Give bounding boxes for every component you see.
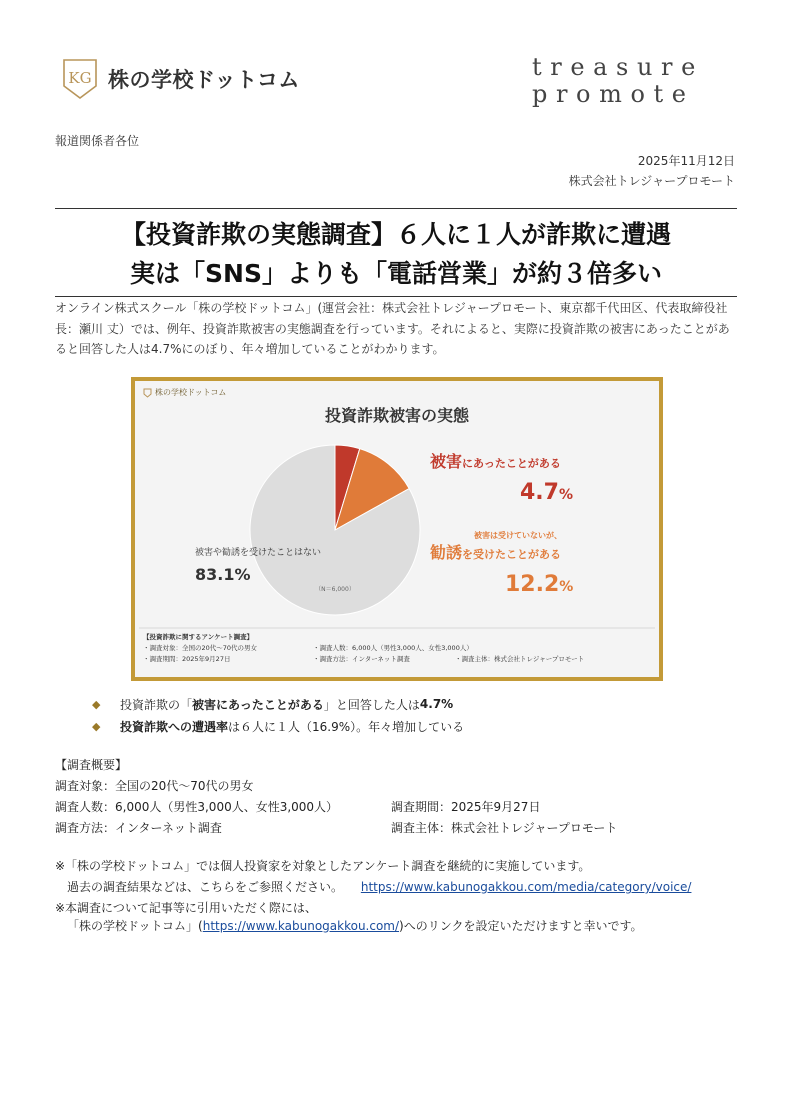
survey-period: 調査期間：2025年9月27日 — [391, 800, 541, 814]
note-3: ※本調査について記事等に引用いただく際には、 — [55, 901, 317, 915]
footer-count: ・調査人数：6,000人（男性3,000人、女性3,000人） — [313, 644, 473, 652]
diamond-icon: ◆ — [92, 719, 101, 733]
intro-paragraph: オンライン株式スクール「株の学校ドットコム」(運営会社：株式会社トレジャープロモート、東京都千代田区、代表取締役社長：瀬川 丈）では、例年、投資詐欺被害の実態調査を行っています。それによると、実際に投資詐欺の被害にあったことがあると回答した人は4.7%にのぼり、年々増加していることがわかります。 — [55, 301, 730, 356]
voice-link[interactable]: https://www.kabunogakkou.com/media/category/voice/ — [360, 880, 692, 894]
note-1: ※「株の学校ドットコム」では個人投資家を対象としたアンケート調査を継続的に実施しています。 — [55, 859, 591, 873]
logo-line-2: promote — [532, 80, 695, 108]
note-4-pre: 「株の学校ドットコム」( — [67, 919, 203, 933]
finding-2 — [92, 715, 464, 737]
company-name: 株式会社トレジャープロモート — [568, 174, 735, 188]
survey-method: 調査方法：インターネット調査 — [55, 821, 222, 835]
treasure-promote-logo — [532, 54, 704, 108]
finding-1-pre: 投資詐欺の「 — [120, 697, 193, 712]
note-4-post: )へのリンクを設定いただけますと幸いです。 — [399, 919, 643, 933]
finding-1-mid: 」と回答した人は — [323, 697, 420, 712]
pie-chart — [135, 381, 659, 677]
key-findings — [92, 693, 464, 737]
survey-target: 調査対象：全国の20代〜70代の男女 — [55, 779, 254, 793]
footer-method: ・調査方法：インターネット調査 — [313, 655, 410, 663]
footer-title: 【投資詐欺に関するアンケート調査】 — [143, 633, 254, 641]
logo-line-1: treasure — [532, 53, 704, 81]
value-solicit: 12.2% — [505, 572, 574, 597]
logo-text: 株の学校ドットコム — [108, 68, 300, 92]
survey-figure — [131, 377, 663, 681]
value-victim: 4.7% — [520, 480, 574, 505]
note-2-text: 過去の調査結果などは、こちらをご参照ください。 — [67, 880, 344, 894]
value-none: 83.1% — [195, 565, 251, 584]
survey-host: 調査主体：株式会社トレジャープロモート — [391, 821, 618, 835]
diamond-icon: ◆ — [92, 697, 101, 711]
survey-heading: 【調査概要】 — [55, 758, 128, 772]
svg-text:KG: KG — [68, 69, 92, 87]
title-rule-top — [55, 208, 737, 209]
headline-line-2: 実は「SNS」よりも「電話営業」が約３倍多い — [130, 259, 662, 288]
footer-target: ・調査対象：全国の20代〜70代の男女 — [143, 644, 258, 652]
title-rule-bottom — [55, 296, 737, 297]
company-logo — [60, 56, 300, 102]
label-solicit-top: 被害は受けていないが、 — [474, 531, 562, 540]
headline-line-1: 【投資詐欺の実態調査】６人に１人が詐欺に遭遇 — [120, 220, 671, 249]
finding-1-value: 4.7% — [419, 697, 454, 711]
finding-1-bold: 被害にあったことがある — [192, 697, 324, 712]
finding-1 — [92, 693, 464, 715]
kg-emblem-icon — [60, 56, 100, 102]
figure-title: 投資詐欺被害の実態 — [324, 406, 469, 425]
note-2 — [67, 877, 691, 898]
finding-2-rest: は６人に１人（16.9%）。年々増加している — [228, 719, 465, 734]
finding-2-bold: 投資詐欺への遭遇率 — [120, 719, 229, 734]
recipient: 報道関係者各位 — [55, 134, 140, 148]
sample-size-label: （N＝6,000） — [315, 586, 355, 593]
note-4 — [67, 916, 643, 937]
home-link[interactable]: https://www.kabunogakkou.com/ — [202, 919, 400, 933]
label-none: 被害や勧誘を受けたことはない — [195, 548, 322, 558]
label-solicit: 勧誘を受けたことがある — [430, 543, 562, 562]
footer-period: ・調査期間：2025年9月27日 — [143, 655, 231, 663]
release-date: 2025年11月12日 — [637, 154, 735, 168]
footer-host: ・調査主体：株式会社トレジャープロモート — [455, 655, 585, 663]
survey-count: 調査人数：6,000人（男性3,000人、女性3,000人） — [55, 800, 339, 814]
label-victim: 被害にあったことがある — [430, 452, 561, 471]
figure-brand-text: 株の学校ドットコム — [155, 388, 227, 397]
